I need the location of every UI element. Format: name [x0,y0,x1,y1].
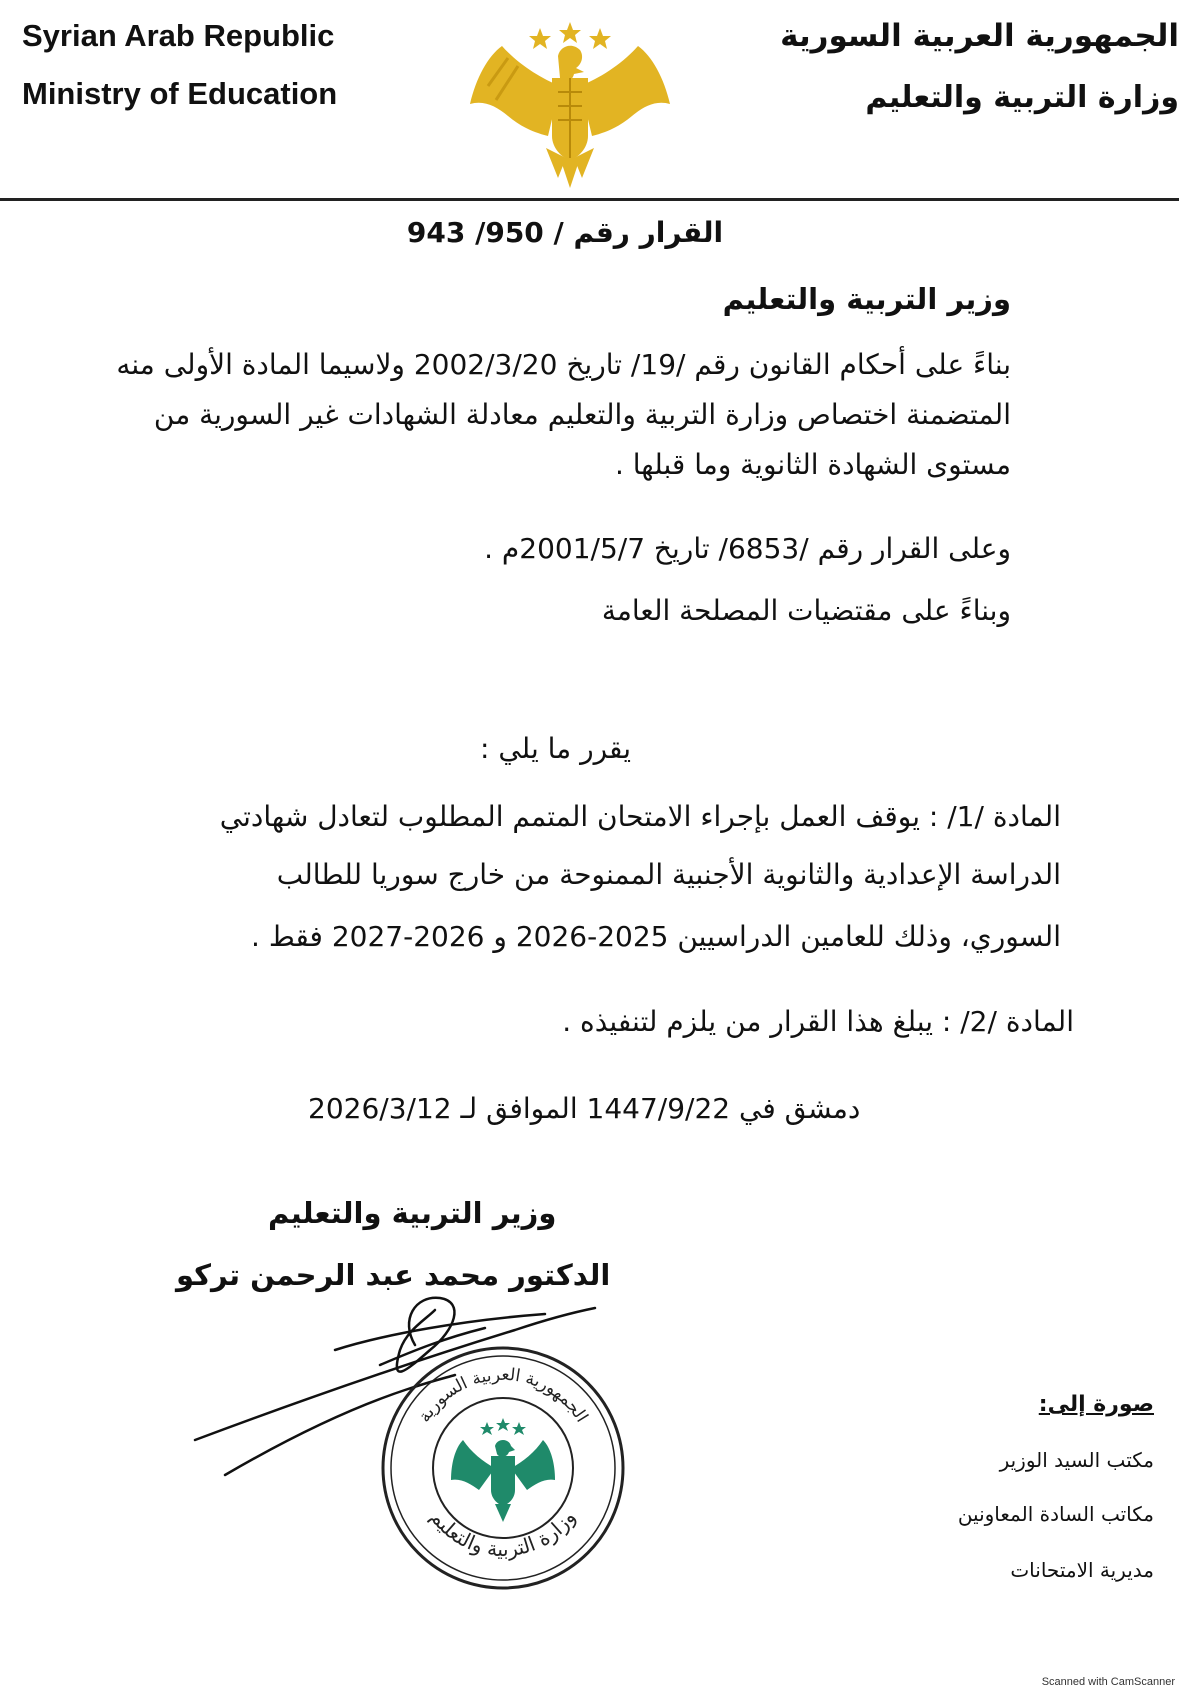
decides-line: يقرر ما يلي : [480,732,631,765]
header-en-ministry: Ministry of Education [22,76,338,111]
header-ar-country: الجمهورية العربية السورية [780,18,1179,54]
header-divider [0,198,1179,201]
scanner-watermark: Scanned with CamScanner [1041,1676,1175,1688]
article2-line: المادة /2/ : يبلغ هذا القرار من يلزم لتنفيذه . [562,1005,1074,1038]
date-line: دمشق في 1447/9/22 الموافق لـ 2026/3/12 [308,1092,861,1125]
decision-number: القرار رقم / 950/ 943 [406,216,724,249]
ministry-stamp [375,1340,630,1595]
header-en-country: Syrian Arab Republic [22,18,335,53]
stamp-text-top: الجمهورية العربية السورية [414,1364,592,1427]
reference-line: وعلى القرار رقم /6853/ تاريخ 2001/5/7م . [484,532,1011,565]
copy-to-item-3: مديرية الامتحانات [1010,1558,1154,1582]
article1-line-3: السوري، وذلك للعامين الدراسيين 2025-2026 و 2026-2027 فقط . [251,920,1061,953]
eagle-emblem-icon [448,8,692,198]
public-interest-line: وبناءً على مقتضيات المصلحة العامة [601,594,1011,627]
article1-line-1: المادة /1/ : يوقف العمل بإجراء الامتحان المتمم المطلوب لتعادل شهادتي [219,800,1061,833]
copy-to-item-2: مكاتب السادة المعاونين [957,1502,1154,1526]
signature-title: وزير التربية والتعليم [268,1196,557,1230]
signatory-name: الدكتور محمد عبد الرحمن تركو [176,1258,611,1292]
preamble-line-3: مستوى الشهادة الثانوية وما قبلها . [614,448,1011,481]
issuer-title: وزير التربية والتعليم [722,282,1011,316]
article1-line-2: الدراسة الإعدادية والثانوية الأجنبية الممنوحة من خارج سوريا للطالب [276,858,1061,891]
header-ar-ministry: وزارة التربية والتعليم [865,80,1179,115]
copy-to-title: صورة إلى: [1038,1392,1154,1417]
stamp-text-bottom: وزارة التربية والتعليم [425,1505,581,1562]
preamble-line-1: بناءً على أحكام القانون رقم /19/ تاريخ 2002/3/20 ولاسيما المادة الأولى منه [116,348,1011,381]
preamble-line-2: المتضمنة اختصاص وزارة التربية والتعليم معادلة الشهادات غير السورية من [153,398,1011,431]
copy-to-item-1: مكتب السيد الوزير [999,1448,1154,1472]
